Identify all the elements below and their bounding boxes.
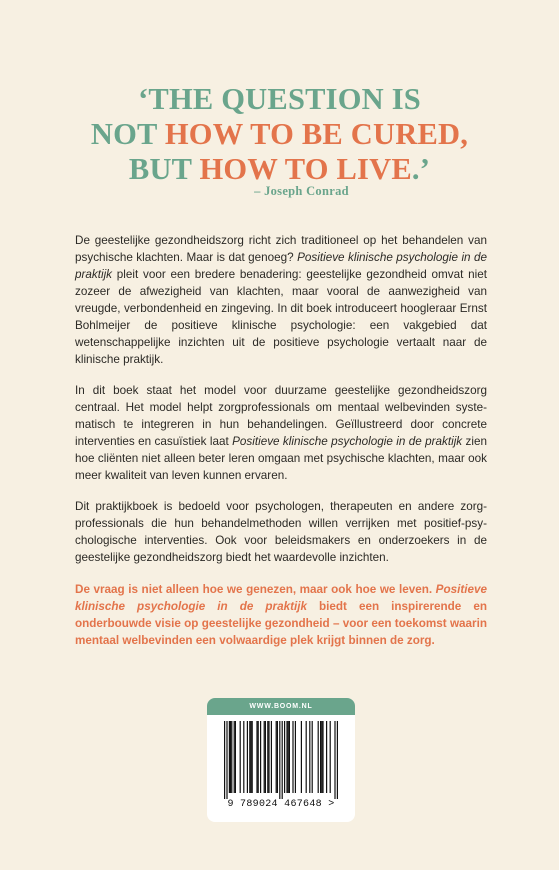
barcode-graphic xyxy=(207,715,355,801)
barcode-bar xyxy=(306,721,307,793)
barcode-bar xyxy=(320,721,321,793)
barcode-bar xyxy=(286,721,287,793)
pull-quote xyxy=(0,82,559,187)
barcode-bar xyxy=(265,721,266,793)
barcode-bar xyxy=(288,721,289,793)
barcode-bar xyxy=(229,721,230,793)
quote-line-3 xyxy=(0,152,559,187)
barcode-bar xyxy=(279,721,280,799)
quote-line-3-end: .’ xyxy=(411,152,431,186)
barcode-bar xyxy=(301,721,302,793)
paragraph-intro xyxy=(75,232,487,368)
quote-line-3-start: BUT xyxy=(128,152,200,186)
paragraph-model-text-a: In dit boek staat het model voor duurzame geestelijke gezondheidszorg centraal. Het model helpt zorgprofessionals om mentaal welbevinden systematisch te integreren in hun behandelingen. Geïllustreerd door concrete interventies en casuïstiek laat xyxy=(75,384,487,448)
barcode-bar xyxy=(231,721,232,793)
barcode-bar xyxy=(260,721,261,793)
barcode-bar xyxy=(326,721,327,793)
barcode-bar xyxy=(256,721,257,793)
barcode-bar xyxy=(292,721,293,793)
barcode-bar xyxy=(230,721,231,793)
publisher-url: WWW.BOOM.NL xyxy=(207,698,355,715)
barcode-bar xyxy=(284,721,285,793)
barcode-bar xyxy=(240,721,241,793)
book-title-italic: Positieve klinische psychologie in de praktijk xyxy=(75,251,487,281)
barcode-bar xyxy=(334,721,335,799)
barcode-bar xyxy=(337,721,338,799)
barcode-bar xyxy=(268,721,269,793)
barcode-bar xyxy=(312,721,313,793)
isbn-digits: 9 789024 467648 > xyxy=(227,799,335,810)
paragraph-intro-text-b: pleit voor een bredere benadering: geestelijke gezondheid omvat niet zozeer de afwezigheid van klachten, maar vooral de aanwezigheid van vreugde, verbondenheid en zingeving. In dit boek introduceert hoogleraar Ernst Bohlmeijer de positieve klinische psychologie: een vakgebied dat wetenschappelijke inzichten uit de positieve psychologie vertaalt naar de klinische praktijk. xyxy=(75,268,487,366)
barcode-bar xyxy=(271,721,272,793)
book-title-italic: Positieve klinische psychologie in de praktijk xyxy=(75,583,487,613)
quote-line-2-highlight: HOW TO BE CURED, xyxy=(164,117,469,151)
paragraph-model-text-b: zien hoe cliënten niet alleen beter leren omgaan met psychische klachten, maar ook meer kwaliteit van leven kunnen ervaren. xyxy=(75,435,487,482)
barcode-bar xyxy=(226,721,227,799)
paragraph-closing-highlight xyxy=(75,581,487,649)
barcode-bar xyxy=(267,721,268,793)
barcode-bar xyxy=(277,721,278,793)
quote-line-2 xyxy=(0,117,559,152)
barcode-bar xyxy=(264,721,265,793)
paragraph-audience: Dit praktijkboek is bedoeld voor psychologen, therapeuten en andere zorgprofessionals die hun behandelmethoden willen verrijken met positief-psychologische interventies. Ook voor beleidsmakers en onderzoekers in de geestelijke gezondheidszorg biedt het waardevolle inzichten. xyxy=(75,500,487,564)
barcode-bar xyxy=(295,721,296,793)
barcode-bar xyxy=(249,721,250,793)
paragraph-intro-text-a: De geestelijke gezondheidszorg richt zich traditioneel op het behandelen van psychische klachten. Maar is dat genoeg? xyxy=(75,234,487,264)
barcode-bar xyxy=(247,721,248,793)
barcode-bar xyxy=(276,721,277,793)
paragraph-closing-text-b: biedt een inspirerende en onderbouwde visie op geestelijke gezondheid – voor een toekomst waarin mentaal welbevinden een volwaardige plek krijgt binnen de zorg. xyxy=(75,600,487,647)
barcode-bar xyxy=(318,721,319,793)
barcode-bar xyxy=(282,721,283,799)
barcode-bar xyxy=(224,721,225,799)
barcode-bar xyxy=(309,721,310,793)
barcode-bar xyxy=(330,721,331,793)
barcode-bar xyxy=(234,721,235,793)
barcode-bar xyxy=(258,721,259,793)
barcode-bar xyxy=(321,721,322,793)
book-title-italic: Positieve klinische psychologie in de praktijk xyxy=(232,435,463,448)
barcode-bar xyxy=(243,721,244,793)
barcode-bar xyxy=(250,721,251,793)
quote-line-3-highlight: HOW TO LIVE xyxy=(199,152,412,186)
quote-line-1: ‘THE QUESTION IS xyxy=(138,82,421,116)
quote-line-2-start: NOT xyxy=(90,117,165,151)
barcode-bar xyxy=(322,721,323,793)
barcode-bar xyxy=(252,721,253,793)
barcode-bar xyxy=(289,721,290,793)
barcode-bar xyxy=(235,721,236,793)
quote-attribution: – Joseph Conrad xyxy=(254,184,349,198)
paragraph-model xyxy=(75,382,487,484)
paragraph-closing-text-a: De vraag is niet alleen hoe we genezen, maar ook hoe we leven. xyxy=(75,583,436,596)
barcode-panel xyxy=(207,698,355,822)
